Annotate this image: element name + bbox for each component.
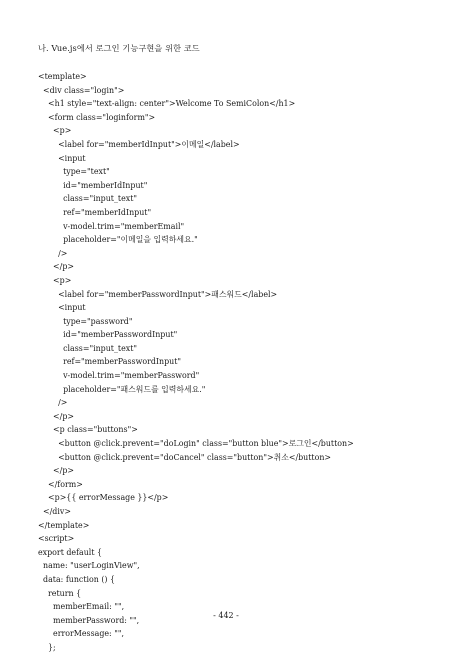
code-line: }; bbox=[38, 642, 56, 652]
code-line: v-model.trim="memberEmail" bbox=[38, 221, 185, 231]
code-line: ref="memberIdInput" bbox=[38, 207, 152, 217]
code-line: <div class="login"> bbox=[38, 85, 125, 95]
section-title: 나. Vue.js에서 로그인 기능구현을 위한 코드 bbox=[38, 43, 200, 53]
code-line: placeholder="이메일을 입력하세요." bbox=[38, 235, 198, 245]
code-line: errorMessage: "", bbox=[38, 629, 124, 639]
code-line: class="input_text" bbox=[38, 194, 138, 204]
code-line: <label for="memberIdInput">이메일</label> bbox=[38, 139, 240, 149]
code-line: type="text" bbox=[38, 167, 110, 177]
code-line: </form> bbox=[38, 479, 83, 489]
code-line: <button @click.prevent="doCancel" class="button">취소</button> bbox=[38, 452, 332, 462]
code-line: export default { bbox=[38, 547, 103, 557]
code-line: <template> bbox=[38, 72, 87, 81]
code-line: type="password" bbox=[38, 316, 133, 326]
code-line: <p> bbox=[38, 275, 72, 285]
code-line: <input bbox=[38, 153, 86, 163]
code-line: <label for="memberPasswordInput">패스워드</label> bbox=[38, 289, 278, 299]
code-line: name: "userLoginView", bbox=[38, 561, 140, 571]
code-line: memberPassword: "", bbox=[38, 615, 140, 625]
code-line: <p class="buttons"> bbox=[38, 425, 138, 435]
code-line: /> bbox=[38, 248, 68, 258]
code-line: <p>{{ errorMessage }}</p> bbox=[38, 493, 169, 503]
page-number: - 442 - bbox=[213, 611, 239, 620]
code-line: class="input_text" bbox=[38, 343, 138, 353]
code-line: </p> bbox=[38, 411, 74, 421]
code-line: ref="memberPasswordInput" bbox=[38, 357, 182, 367]
code-line: v-model.trim="memberPassword" bbox=[38, 371, 200, 381]
code-line: </div> bbox=[38, 507, 71, 516]
code-line: <h1 style="text-align: center">Welcome To SemiColon</h1> bbox=[38, 99, 296, 109]
code-line: placeholder="패스워드를 입력하세요." bbox=[38, 384, 206, 394]
code-line: id="memberIdInput" bbox=[38, 180, 148, 190]
code-line: memberEmail: "", bbox=[38, 602, 125, 612]
code-line: <p> bbox=[38, 126, 72, 136]
code-line: <button @click.prevent="doLogin" class="button blue">로그인</button> bbox=[38, 439, 354, 449]
code-block bbox=[38, 70, 418, 655]
code-line: <script> bbox=[38, 534, 75, 544]
code-line: return { bbox=[38, 588, 82, 598]
code-line: </p> bbox=[38, 262, 74, 272]
code-line: </p> bbox=[38, 466, 74, 476]
code-line: <input bbox=[38, 303, 86, 313]
code-line: data: function () { bbox=[38, 574, 116, 584]
code-line: /> bbox=[38, 398, 68, 408]
code-line: id="memberPasswordInput" bbox=[38, 330, 178, 340]
code-line: </template> bbox=[38, 520, 90, 530]
code-line: <form class="loginform"> bbox=[38, 112, 156, 122]
